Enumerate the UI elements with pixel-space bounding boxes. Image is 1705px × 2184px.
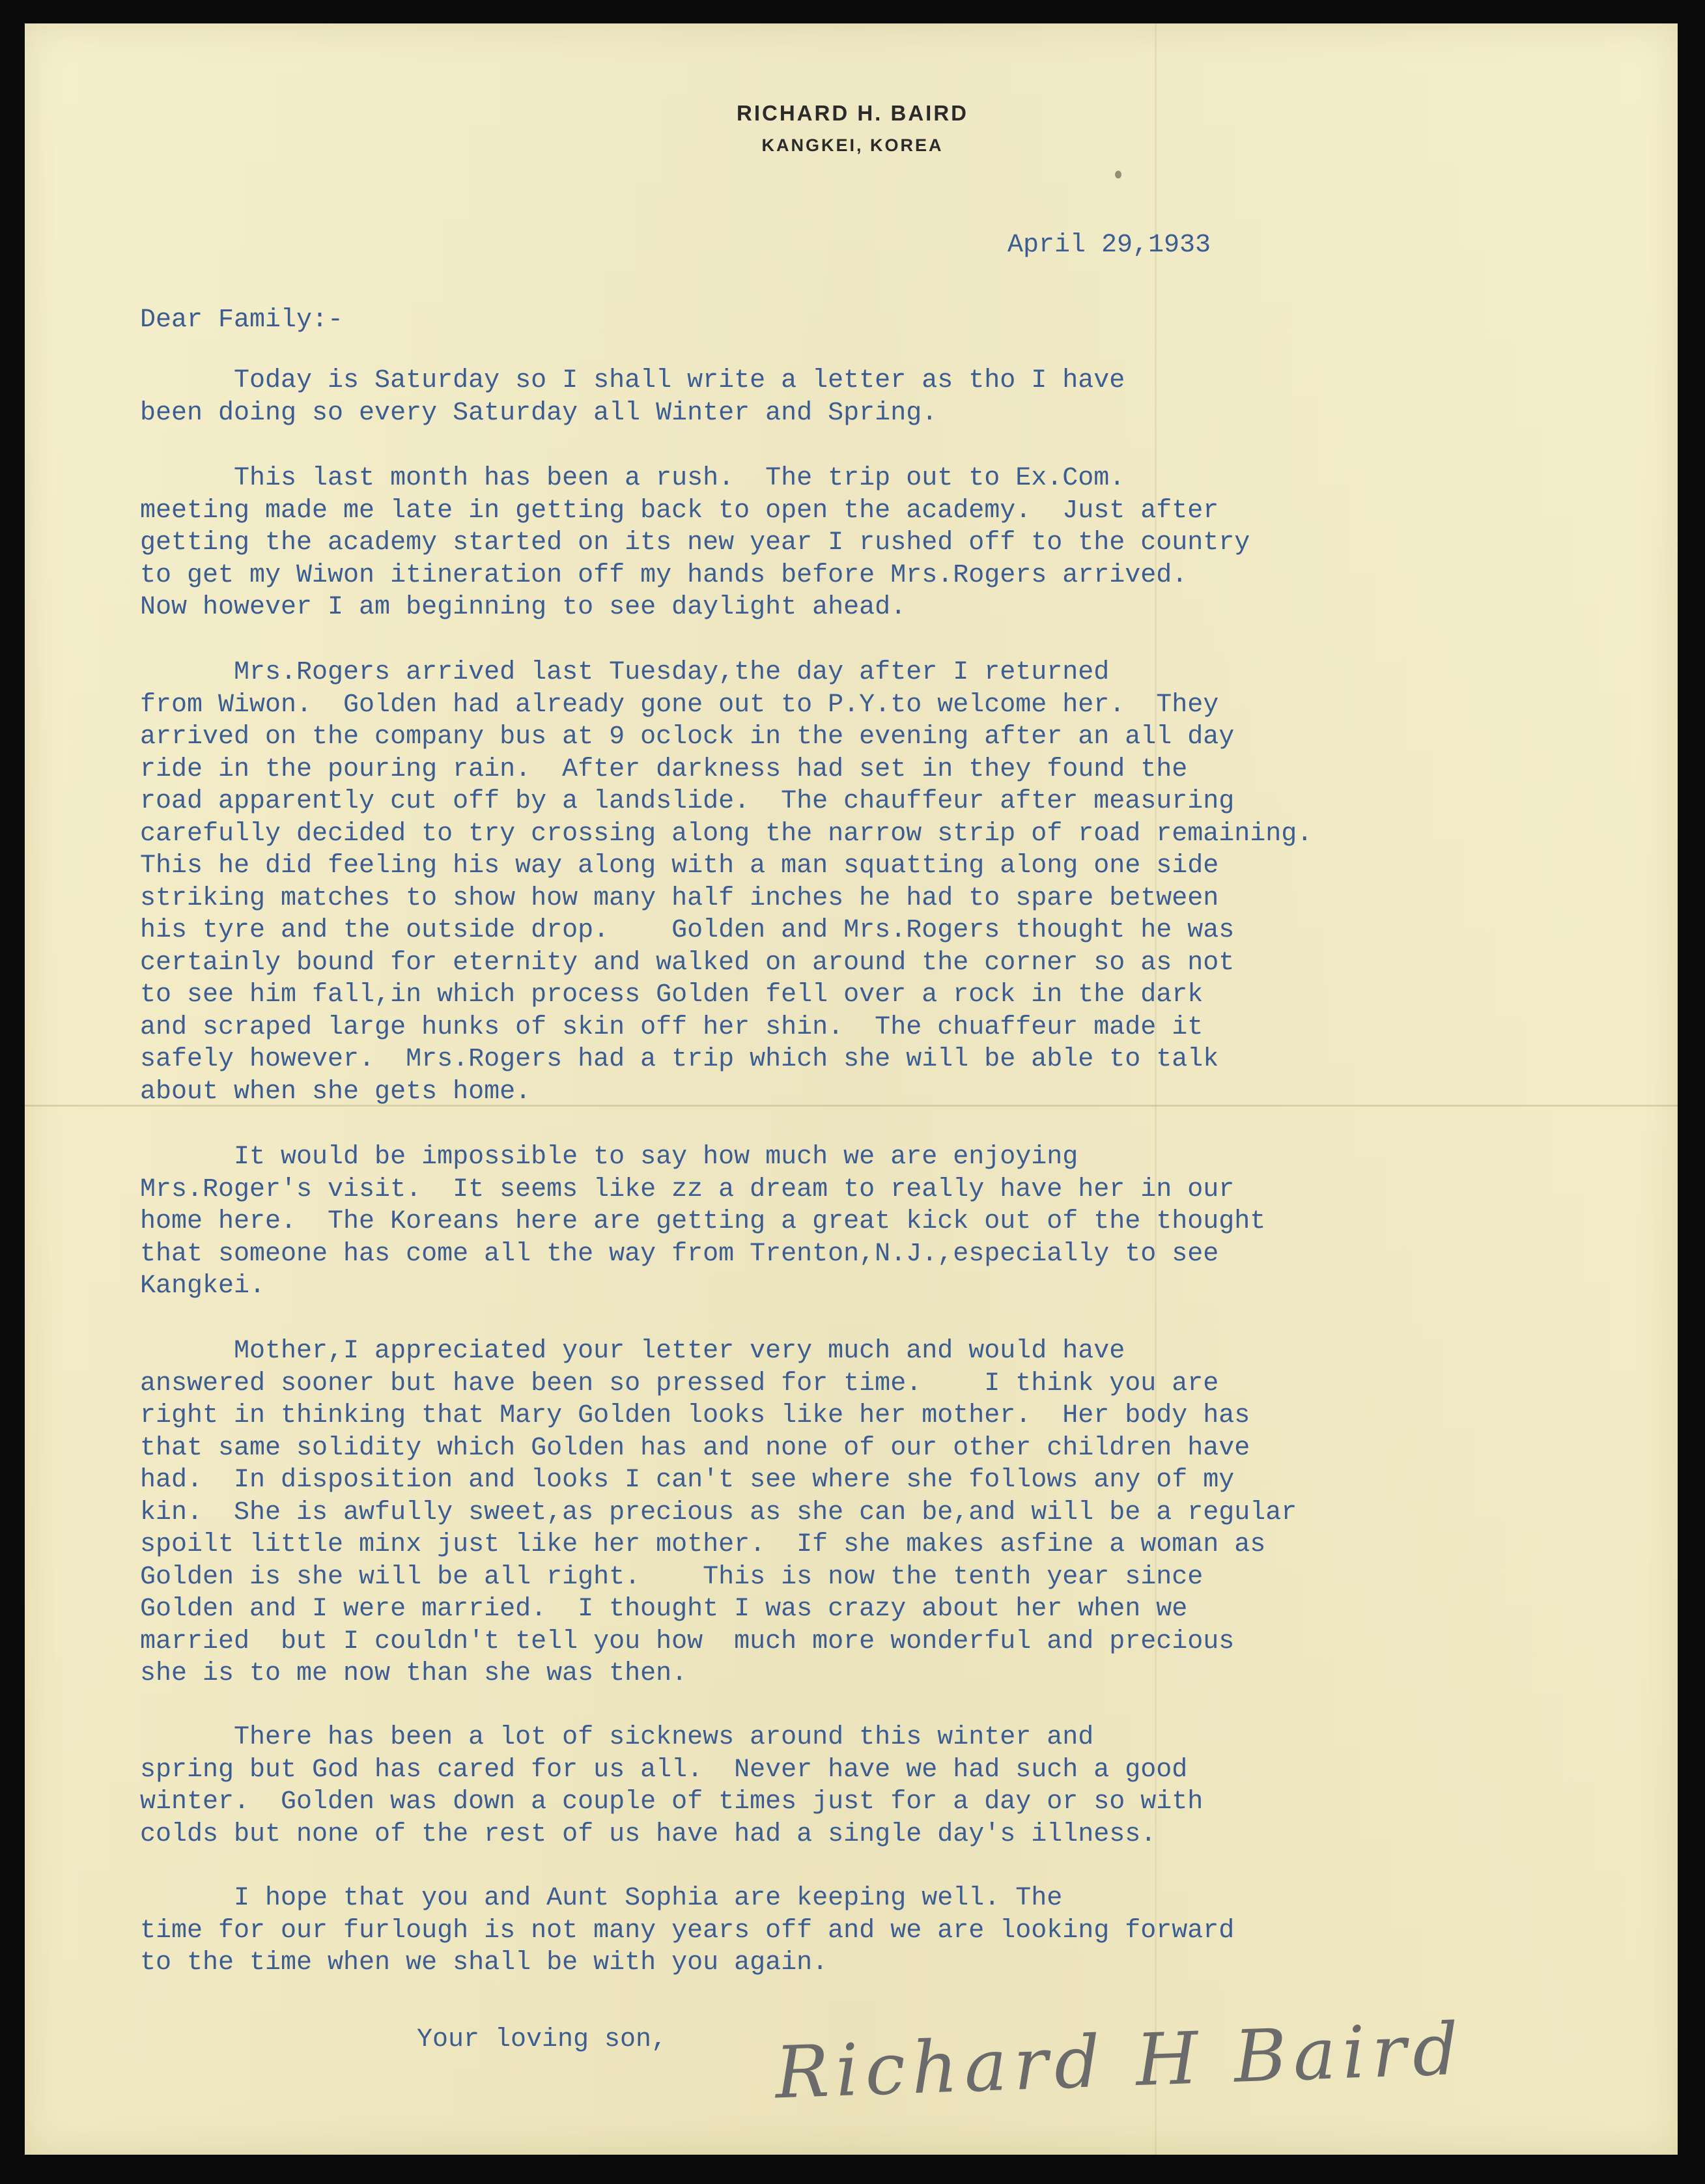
handwritten-signature: Richard H Baird: [774, 2007, 1467, 2115]
paragraph: Mother,I appreciated your letter very much and would have answered sooner but have been so pressed for time. I think you are right in thinking that Mary Golden looks like her mother. Her body has that same solidity which Golden has and none of our other children have had. In disposition and looks I can't see where she follows any of my kin. She is awfully sweet,as precious as she can be,and will be a regular spoilt little minx just like her mother. If she makes asfine a woman as Golden is she will be all right. This is now the tenth year since Golden and I were married. I thought I was crazy about her when we married but I couldn't tell you how much more wonderful and precious she is to me now than she was then.: [140, 1337, 1297, 1688]
closing: Your loving son,: [417, 2025, 668, 2054]
ink-spot: [1115, 171, 1121, 178]
paragraph: There has been a lot of sicknews around this winter and spring but God has cared for us all. Never have we had such a good winter. Golden was down a couple of times just for a day or so with colds but none of the rest of us have had a single day's illness.: [140, 1723, 1204, 1849]
paragraph: Mrs.Rogers arrived last Tuesday,the day after I returned from Wiwon. Golden had already gone out to P.Y.to welcome her. They arrived on the company bus at 9 oclock in the evening after an all day ride in the pouring rain. After darkness had set in they found the road apparently cut off by a landslide. The chauffeur after measuring carefully decided to try crossing along the narrow strip of road remaining. This he did feeling his way along with a man squatting along one side striking matches to show how many half inches he had to spare between his tyre and the outside drop. Golden and Mrs.Rogers thought he was certainly bound for eternity and walked on around the corner so as not to see him fall,in which process Golden fell over a rock in the dark and scraped large hunks of skin off her shin. The chuaffeur made it safely however. Mrs.Rogers had a trip which she will be able to talk about when she gets home.: [140, 658, 1313, 1107]
paragraph: Today is Saturday so I shall write a letter as tho I have been doing so every Saturday all Winter and Spring.: [140, 366, 1125, 428]
paragraph: I hope that you and Aunt Sophia are keeping well. The time for our furlough is not many years off and we are looking forward to the time when we shall be with you again.: [140, 1884, 1235, 1978]
paragraph: It would be impossible to say how much we are enjoying Mrs.Roger's visit. It seems like zz a dream to really have her in our home here. The Koreans here are getting a great kick out of the thought that someone has come all the way from Trenton,N.J.,especially to see Kangkei.: [140, 1142, 1266, 1301]
letterhead-location: KANGKEI, KOREA: [761, 135, 944, 155]
paragraph: This last month has been a rush. The trip out to Ex.Com. meeting made me late in getting back to open the academy. Just after getting the academy started on its new year I rushed off to the country to get my Wiwon itineration off my hands before Mrs.Rogers arrived. Now however I am beginning to see daylight ahead.: [140, 464, 1250, 622]
letter-date: April 29,1933: [1008, 231, 1211, 260]
letterhead-name: RICHARD H. BAIRD: [737, 101, 968, 125]
salutation: Dear Family:-: [140, 305, 344, 335]
